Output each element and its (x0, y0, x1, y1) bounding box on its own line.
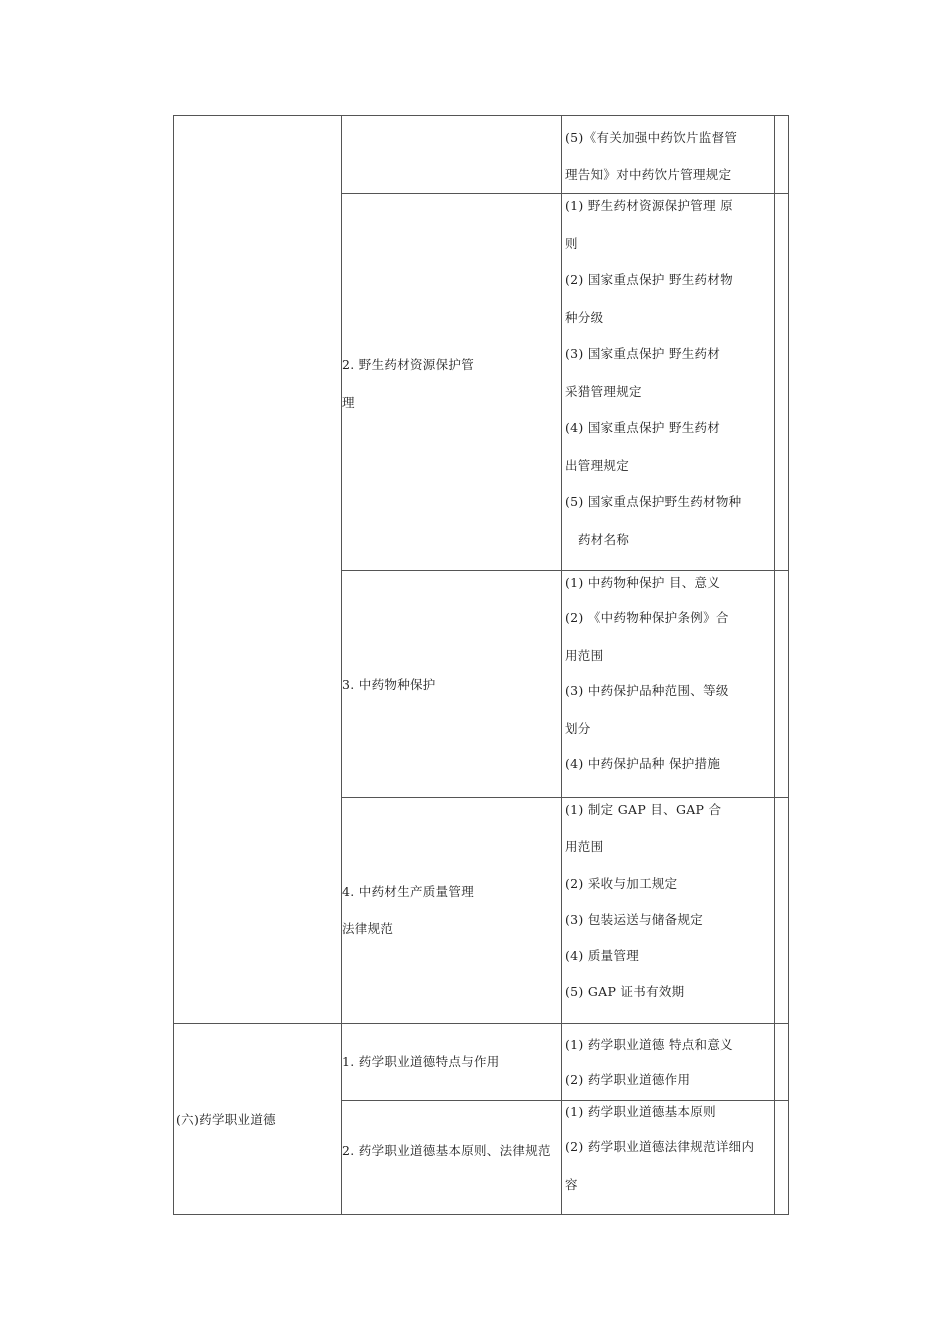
point-text: (2) 采收与加工规定 (565, 876, 678, 891)
point-text: (1) 药学职业道德基本原则 (565, 1104, 716, 1119)
topic-title: 1. 药学职业道德特点与作用 (342, 1054, 500, 1069)
point-text: 药材名称 (578, 532, 630, 547)
column-divider (341, 116, 342, 1214)
point-text: (4) 质量管理 (565, 948, 640, 963)
column-divider (561, 116, 562, 1214)
topic-title: 法律规范 (342, 921, 394, 936)
point-text: 出管理规定 (565, 458, 630, 473)
point-text: (5) 国家重点保护野生药材物种 (565, 494, 742, 509)
point-text: (3) 国家重点保护 野生药材 (565, 346, 721, 361)
point-text: (3) 中药保护品种范围、等级 (565, 683, 729, 698)
point-text: (2) 《中药物种保护条例》合 (565, 610, 729, 625)
column-divider (774, 116, 775, 1214)
row-divider (341, 570, 788, 571)
point-text: (1) 中药物种保护 目、意义 (565, 575, 721, 590)
section-title: (六)药学职业道德 (176, 1112, 276, 1127)
point-text: (1) 野生药材资源保护管理 原 (565, 198, 733, 213)
point-text: (2) 药学职业道德作用 (565, 1072, 691, 1087)
topic-title: 4. 中药材生产质量管理 (342, 884, 474, 899)
point-text: (4) 国家重点保护 野生药材 (565, 420, 721, 435)
point-text: (5) GAP 证书有效期 (565, 984, 685, 999)
point-text: 用范围 (565, 839, 604, 854)
point-text: (2) 国家重点保护 野生药材物 (565, 272, 733, 287)
point-text: (2) 药学职业道德法律规范详细内 (565, 1139, 755, 1154)
topic-title: 2. 药学职业道德基本原则、法律规范 (342, 1143, 551, 1158)
point-text: 理告知》对中药饮片管理规定 (565, 167, 732, 182)
row-divider (341, 1100, 788, 1101)
point-text: 则 (565, 236, 578, 251)
point-text: 容 (565, 1177, 578, 1192)
row-divider (341, 193, 788, 194)
topic-title: 理 (342, 395, 355, 410)
point-text: (1) 制定 GAP 目、GAP 合 (565, 802, 722, 817)
topic-title: 3. 中药物种保护 (342, 677, 436, 692)
point-text: (3) 包装运送与储备规定 (565, 912, 704, 927)
section-divider (174, 1023, 788, 1024)
syllabus-table (173, 115, 789, 1215)
point-text: 划分 (565, 721, 591, 736)
point-text: 用范围 (565, 648, 604, 663)
point-text: (4) 中药保护品种 保护措施 (565, 756, 721, 771)
point-text: (1) 药学职业道德 特点和意义 (565, 1037, 733, 1052)
point-text: (5)《有关加强中药饮片监督管 (565, 130, 738, 145)
topic-title: 2. 野生药材资源保护管 (342, 357, 474, 372)
row-divider (341, 797, 788, 798)
point-text: 采猎管理规定 (565, 384, 642, 399)
point-text: 种分级 (565, 310, 604, 325)
